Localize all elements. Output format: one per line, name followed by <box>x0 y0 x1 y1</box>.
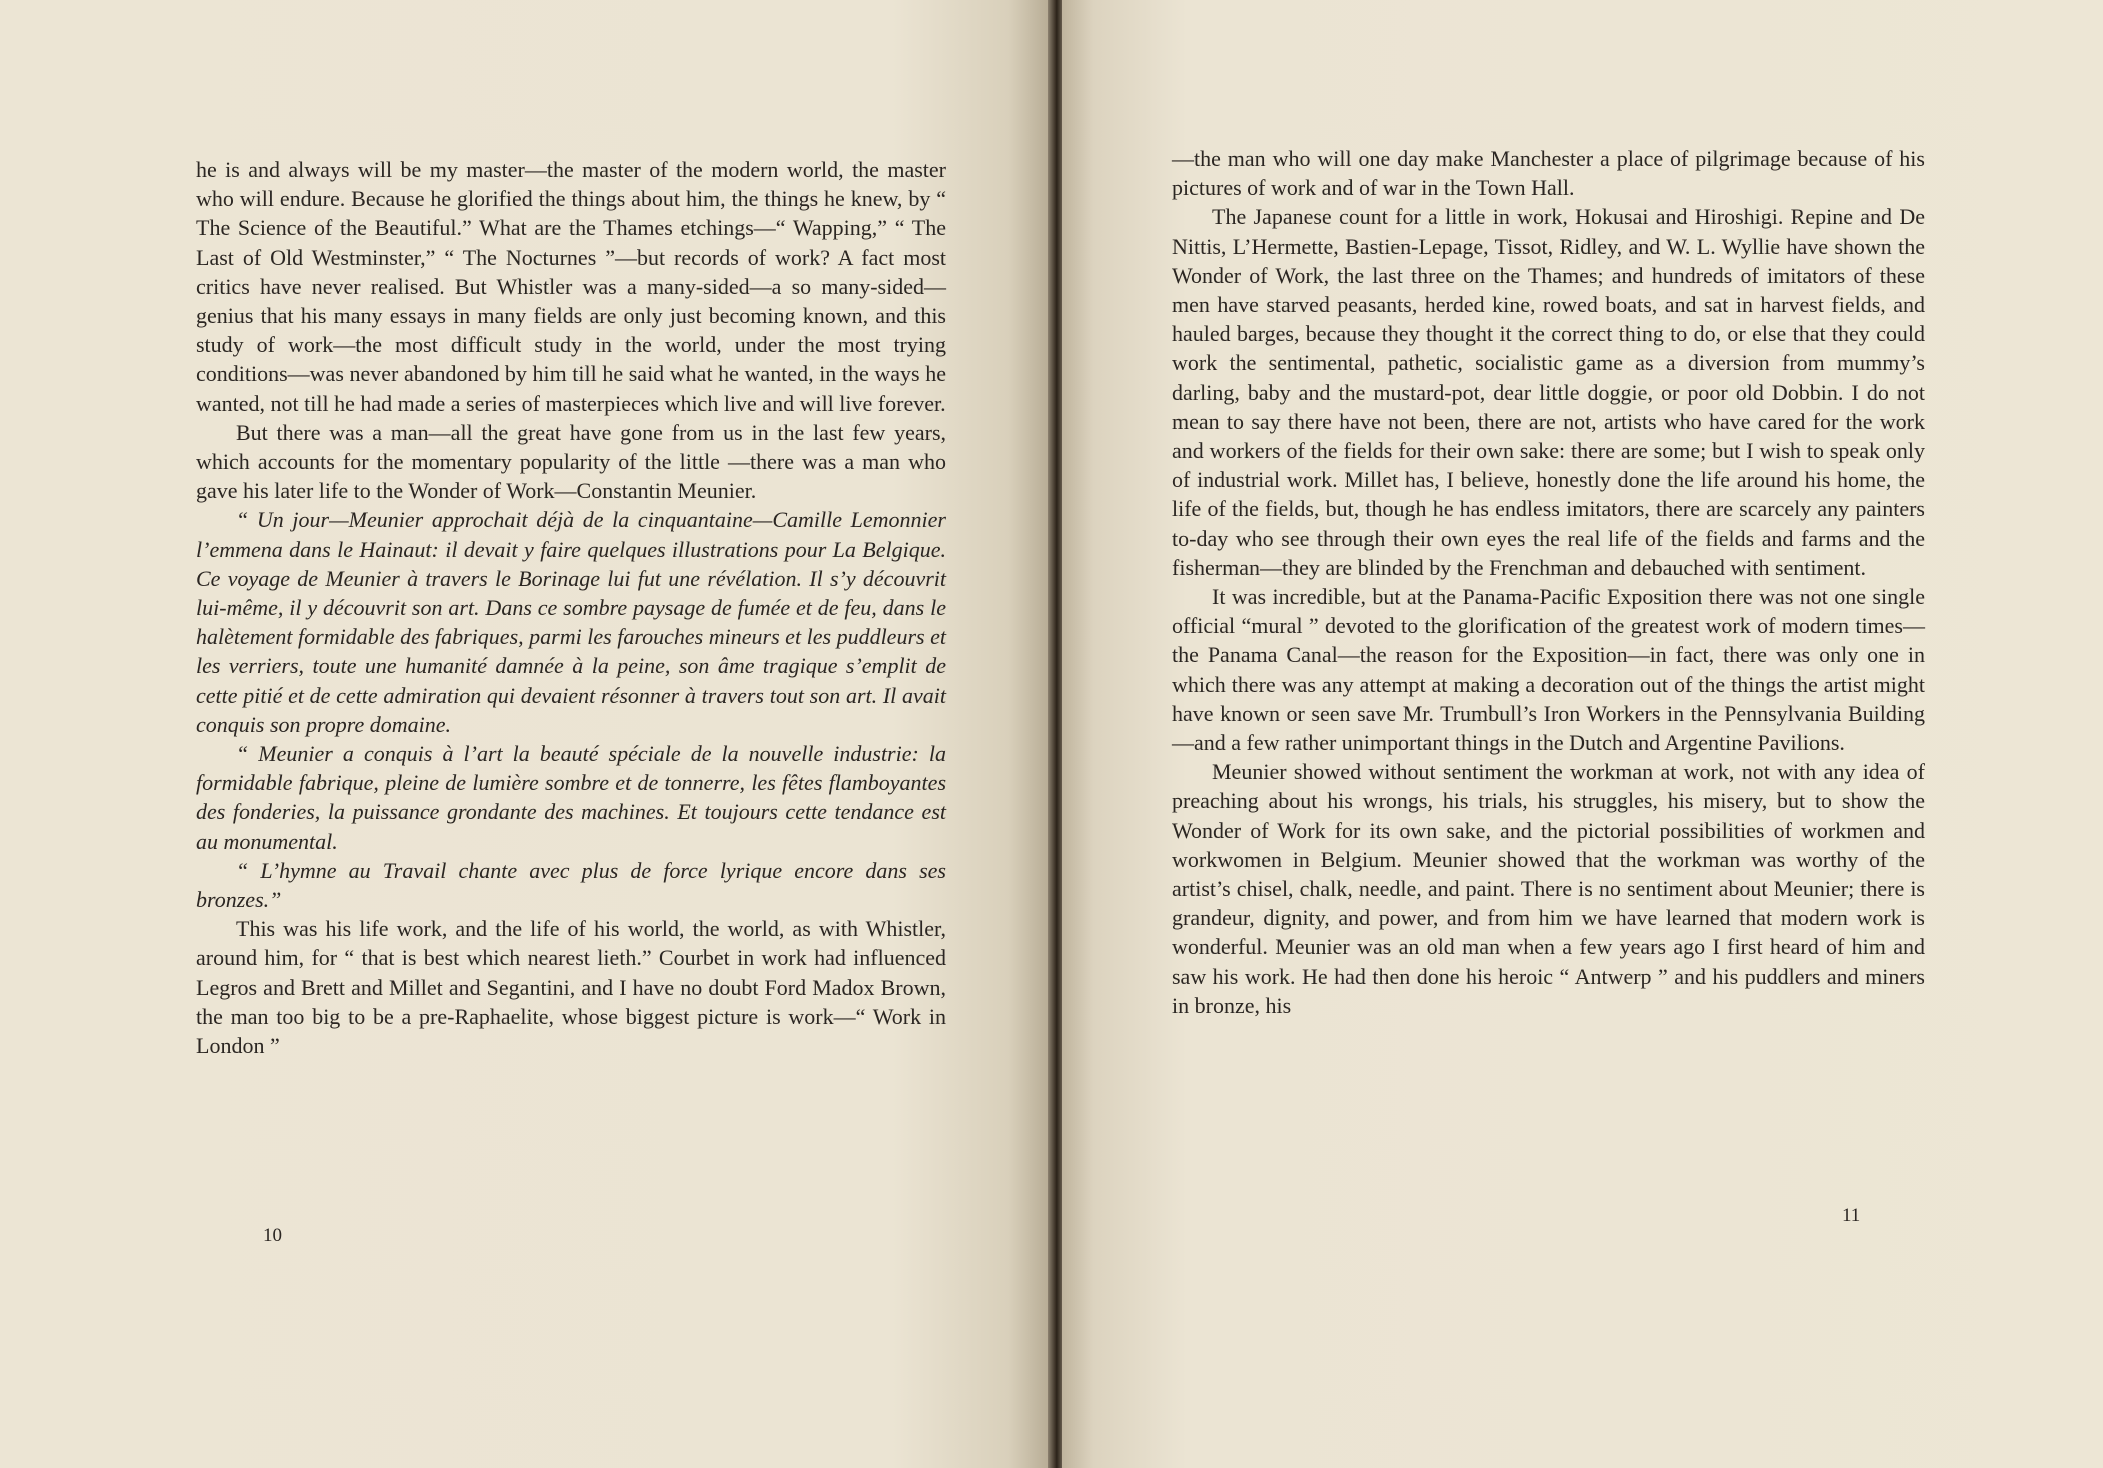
page-number-right: 11 <box>1842 1205 1861 1226</box>
quote-paragraph: “ Un jour—Meunier approchait déjà de la cinquantaine—Camille Lemonnier l’emmena dans le Hainaut: il devait y faire quelques illustrations pour La Belgique. Ce voyage de Meunier à travers le Borinage lui fut une révélation. Il s’y découvrit lui-même, il y découvrit son art. Dans ce sombre paysage de fumée et de feu, dans le halètement formidable des fabriques, parmi les farouches mineurs et les puddleurs et les verriers, toute une humanité damnée à la peine, son âme tragique s’emplit de cette pitié et de cette admiration qui devaient résonner à travers tout son art. Il avait conquis son propre domaine. <box>196 507 946 737</box>
paragraph: Meunier showed without sentiment the workman at work, not with any idea of preaching about his wrongs, his trials, his struggles, his misery, but to show the Wonder of Work for its own sake, and the pictorial possibilities of workmen and workwomen in Belgium. Meunier showed that the workman was worthy of the artist’s chisel, chalk, needle, and paint. There is no sentiment about Meunier; there is grandeur, dignity, and power, and from him we have learned that modern work is wonderful. Meunier was an old man when a few years ago I first heard of him and saw his work. He had then done his heroic “ Antwerp ” and his puddlers and miners in bronze, his <box>1172 759 1925 1018</box>
right-page-text <box>1172 144 1925 1020</box>
left-page <box>0 0 1050 1468</box>
page-number-left: 10 <box>263 1225 282 1246</box>
right-page <box>1062 0 2103 1468</box>
left-page-text <box>196 155 946 1060</box>
paragraph: It was incredible, but at the Panama-Pacific Exposition there was not one single official “mural ” devoted to the glorification of the greatest work of modern times—the Panama Canal—the reason for the Exposition—in fact, there was only one in which there was any attempt at making a decoration out of the things the artist might have known or seen save Mr. Trumbull’s Iron Workers in the Pennsylvania Building—and a few rather unimportant things in the Dutch and Argentine Pavilions. <box>1172 584 1925 756</box>
paragraph: This was his life work, and the life of his world, the world, as with Whistler, around him, for “ that is best which nearest lieth.” Courbet in work had influenced Legros and Brett and Millet and Segantini, and I have no doubt Ford Madox Brown, the man too big to be a pre-Raphaelite, whose biggest picture is work—“ Work in London ” <box>196 916 946 1059</box>
paragraph: he is and always will be my master—the master of the modern world, the master who will endure. Because he glorified the things about him, the things he knew, by “ The Science of the Beautiful.” What are the Thames etchings—“ Wapping,” “ The Last of Old Westminster,” “ The Nocturnes ”—but records of work? A fact most critics have never realised. But Whistler was a many-sided—a so many-sided—genius that his many essays in many fields are only just becoming known, and this study of work—the most difficult study in the world, under the most trying conditions—was never abandoned by him till he said what he wanted, in the ways he wanted, not till he had made a series of masterpieces which live and will live forever. <box>196 157 946 416</box>
quote-paragraph: “ L’hymne au Travail chante avec plus de force lyrique encore dans ses bronzes.” <box>196 857 946 913</box>
paragraph: But there was a man—all the great have gone from us in the last few years, which accounts for the momentary popularity of the little —there was a man who gave his later life to the Wonder of Work—Constantin Meunier. <box>196 419 946 504</box>
paragraph: The Japanese count for a little in work, Hokusai and Hiroshigi. Repine and De Nittis, L’Hermette, Bastien-Lepage, Tissot, Ridley, and W. L. Wyllie have shown the Wonder of Work, the last three on the Thames; and hundreds of imitators of these men have starved peasants, herded kine, rowed boats, and sat in harvest fields, and hauled barges, because they thought it the correct thing to do, or else that they could work the sentimental, pathetic, socialistic game as a diversion from mummy’s darling, baby and the mustard-pot, dear little doggie, or poor old Dobbin. I do not mean to say there have not been, there are not, artists who have cared for the work and workers of the fields for their own sake: there are some; but I wish to speak only of industrial work. Millet has, I believe, honestly done the life around his home, the life of the fields, but, though he has endless imitators, there are scarcely any painters to-day who see through their own eyes the real life of the fields and farms and the fisherman—they are blinded by the Frenchman and debauched with sentiment. <box>1172 204 1925 580</box>
quote-paragraph: “ Meunier a conquis à l’art la beauté spéciale de la nouvelle industrie: la formidable fabrique, pleine de lumière sombre et de tonnerre, les fêtes flamboyantes des fonderies, la puissance grondante des machines. Et toujours cette tendance est au monumental. <box>196 741 946 854</box>
paragraph: —the man who will one day make Manchester a place of pilgrimage because of his pictures of work and of war in the Town Hall. <box>1172 146 1925 201</box>
